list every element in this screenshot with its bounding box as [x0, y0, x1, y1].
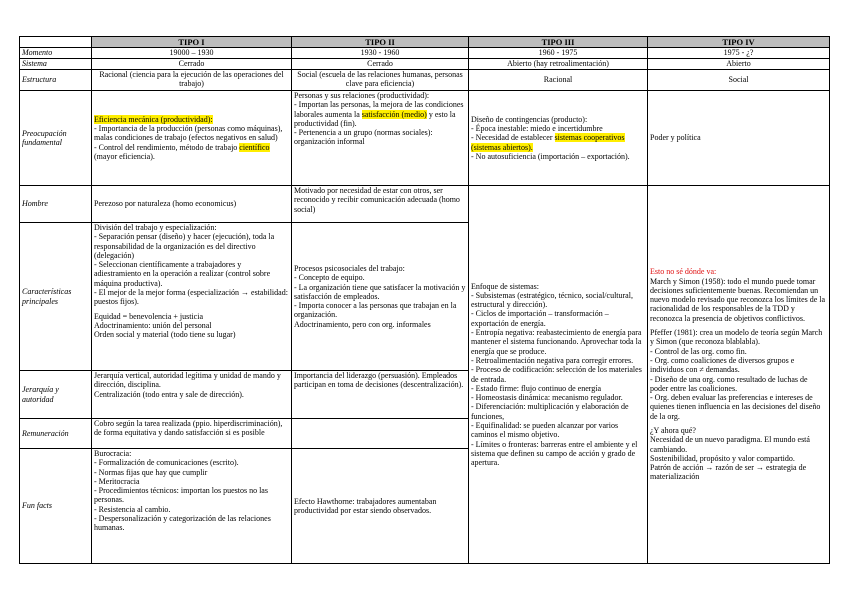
note-line-4: - Diseño de una org. como resultado de luchas de poder entre las coaliciones. — [650, 374, 808, 393]
highlight-cientifico: científico — [239, 142, 270, 152]
header-tipo-1: TIPO I — [92, 37, 292, 48]
jerarquia-tipo-1 — [92, 371, 292, 419]
note-line-2: - Control de las org. como fin. — [650, 346, 747, 356]
caract-t1-line-2: - Seleccionan científicamente a trabajadores y adiestramiento en la operación a realizar (control sobre máquina productiva). — [94, 260, 271, 288]
funfacts-t1-line-3: - Meritocracia — [94, 476, 140, 486]
estructura-tipo-2: Social (escuela de las relaciones humanas, personas clave para eficiencia) — [292, 70, 469, 91]
hombre-tipo-1: Perezoso por naturaleza (homo economicus) — [92, 186, 292, 223]
note-line-1: Pfeffer (1981): crea un modelo de teoría según March y Simon (que reconoza blablabla). — [650, 328, 823, 347]
note-tail-2: Sostenibilidad, propósito y valor compartido. — [650, 453, 795, 463]
note-line-5: - Org. deben evaluar las preferencias e intereses de quienes tienen influencia en las decisiones del diseño de la org. — [650, 393, 821, 421]
jerarquia-tipo-2: Importancia del liderazgo (persuasión). Empleados participan en toma de decisiones (descentralización). — [292, 371, 469, 419]
caracteristicas-tipo-1 — [92, 223, 292, 371]
momento-tipo-2: 1930 - 1960 — [292, 48, 469, 59]
estructura-tipo-4: Social — [648, 70, 830, 91]
caract-t1-line-4: Equidad = benevolencia + justicia — [94, 311, 203, 321]
enfoque-line-8: - Diferenciación: multiplicación y elaboración de funciones, — [471, 402, 629, 421]
preocupacion-t1-line-2b: (mayor eficiencia). — [94, 151, 155, 161]
preocupacion-t3-line-2a: - Necesidad de establecer — [471, 133, 555, 143]
highlight-sistemas-cooperativos: sistemas cooperativos (sistemas abiertos). — [471, 133, 625, 152]
caracteristicas-tipo-2 — [292, 223, 469, 371]
preocupacion-tipo-4: Poder y política — [648, 91, 830, 186]
funfacts-t1-line-6: - Despersonalización y categorización de las relaciones humanas. — [94, 514, 271, 533]
enfoque-line-1: - Subsistemas (estratégico, técnico, social/cultural, estructural y dirección). — [471, 290, 633, 310]
note-tail-3: Patrón de acción → razón de ser → estrategia de materialización — [650, 463, 807, 482]
funfacts-tipo-1 — [92, 449, 292, 564]
preocupacion-t1-line-2a: - Control del rendimiento, método de trabajo — [94, 142, 238, 152]
row-label-sistema: Sistema — [20, 59, 92, 70]
note-line-3: - Org. como coaliciones de diversos grupos e individuos con ≠ demandas. — [650, 355, 795, 375]
header-corner — [20, 37, 92, 48]
hombre-tipo-2: Motivado por necesidad de estar con otros, ser reconocido y recibir comunicación adecuada (homo social) — [292, 186, 469, 223]
caract-t2-line-2: - La organización tiene que satisfacer la motivación y satisfacción de empleados. — [294, 282, 466, 301]
funfacts-t1-line-2: - Normas fijas que hay que cumplir — [94, 467, 208, 477]
row-label-estructura: Estructura — [20, 70, 92, 91]
preocupacion-t2-line-1b: y esto la productividad (fin). — [294, 109, 456, 128]
caract-t1-line-6: Orden social y material (todo tiene su lugar) — [94, 330, 236, 340]
remuneracion-tipo-1: Cobro según la tarea realizada (ppio. hiperdiscriminación), de forma equitativa y dando satisfacción si es posible — [92, 419, 292, 449]
funfacts-tipo-2: Efecto Hawthorne: trabajadores aumentaban productividad por estar siendo observados. — [292, 449, 469, 564]
preocupacion-t2-line-2: - Pertenencia a un grupo (normas sociales): organización informal — [294, 128, 433, 147]
enfoque-line-0: Enfoque de sistemas: — [471, 281, 539, 291]
preocupacion-t3-line-1: - Época inestable: miedo e incertidumbre — [471, 124, 603, 134]
header-tipo-4: TIPO IV — [648, 37, 830, 48]
preocupacion-t1-line-1: - Importancia de la producción (personas como máquinas), malas condiciones de trabajo (efectos negativos en salud) — [94, 124, 283, 143]
sistema-tipo-1: Cerrado — [92, 59, 292, 70]
enfoque-line-6: - Estado firme: flujo continuo de energía — [471, 383, 602, 393]
caract-t1-line-3: - El mejor de la mejor forma (especialización → estabilidad: puestos fijos). — [94, 288, 288, 307]
sistema-tipo-2: Cerrado — [292, 59, 469, 70]
enfoque-line-9: - Equifinalidad: se pueden alcanzar por varios caminos el mismo objetivo. — [471, 420, 619, 440]
row-label-caracteristicas: Características principales — [20, 223, 92, 371]
note-tail-0: ¿Y ahora qué? — [650, 425, 696, 435]
row-label-preocupacion: Preocupación fundamental — [20, 91, 92, 186]
header-tipo-2: TIPO II — [292, 37, 469, 48]
preocupacion-tipo-3 — [469, 91, 648, 186]
preocupacion-t2-line-0: Personas y sus relaciones (productividad): — [294, 91, 430, 100]
enfoque-line-5: - Proceso de codificación: selección de los materiales de entrada. — [471, 365, 642, 384]
funfacts-t1-line-5: - Resistencia al cambio. — [94, 504, 171, 514]
caract-t2-line-4: Adoctrinamiento, pero con org. informales — [294, 319, 431, 329]
funfacts-t1-line-0: Burocracia: — [94, 449, 132, 458]
momento-tipo-4: 1975 - ¿? — [648, 48, 830, 59]
caract-t1-line-5: Adoctrinamiento: unión del personal — [94, 320, 212, 330]
estructura-tipo-3: Racional — [469, 70, 648, 91]
sistema-tipo-3: Abierto (hay retroalimentación) — [469, 59, 648, 70]
enfoque-line-3: - Entropía negativa: reabastecimiento de energía para mantener el sistema funcionando. Aprovechar toda la energía que se produce. — [471, 328, 642, 356]
header-tipo-3: TIPO III — [469, 37, 648, 48]
caract-t1-line-1: - Separación pensar (diseño) y hacer (ejecución), toda la responsabilidad de la organización es del directivo (delegación) — [94, 232, 275, 260]
tipo-4-notes — [648, 186, 830, 564]
row-label-funfacts: Fun facts — [20, 449, 92, 564]
enfoque-sistemas-tipo-3 — [469, 186, 648, 564]
row-label-jerarquia: Jerarquía y autoridad — [20, 371, 92, 419]
note-line-0: March y Simon (1958): todo el mundo puede tomar decisiones suficientemente buenas. Recomiendan un nuevo modelo revisado que reconozca los límites de la racionalidad de los responsables de la TDD y reconozca la presencia de objetivos conflictivos. — [650, 276, 826, 323]
caract-t2-line-0: Procesos psicosociales del trabajo: — [294, 263, 405, 273]
highlight-eficiencia: Eficiencia mecánica (productividad): — [94, 114, 213, 124]
note-red-heading: Esto no sé dónde va: — [650, 267, 717, 277]
preocupacion-tipo-2 — [292, 91, 469, 186]
momento-tipo-3: 1960 - 1975 — [469, 48, 648, 59]
enfoque-line-7: - Homeostasis dinámica: mecanismo regulador. — [471, 393, 623, 403]
enfoque-line-4: - Retroalimentación negativa para corregir errores. — [471, 355, 634, 365]
estructura-tipo-1: Racional (ciencia para la ejecución de las operaciones del trabajo) — [92, 70, 292, 91]
preocupacion-tipo-1 — [92, 91, 292, 186]
preocupacion-t3-line-0: Diseño de contingencias (producto): — [471, 114, 588, 124]
funfacts-t1-line-1: - Formalización de comunicaciones (escrito). — [94, 458, 239, 468]
jerarquia-t1-line-1: Centralización (todo entra y sale de dirección). — [94, 389, 244, 399]
momento-tipo-1: 19000 – 1930 — [92, 48, 292, 59]
preocupacion-t3-line-3: - No autosuficiencia (importación – exportación). — [471, 151, 630, 161]
comparison-table — [19, 36, 830, 564]
jerarquia-t1-line-0: Jerarquía vertical, autoridad legítima y unidad de mando y dirección, disciplina. — [94, 371, 281, 390]
row-label-hombre: Hombre — [20, 186, 92, 223]
caract-t2-line-1: - Concepto de equipo. — [294, 273, 365, 283]
row-label-momento: Momento — [20, 48, 92, 59]
row-label-remuneracion: Remuneración — [20, 419, 92, 449]
funfacts-t1-line-4: - Procedimientos técnicos: importan los puestos no las personas. — [94, 486, 268, 505]
caract-t2-line-3: - Importa conocer a las personas que trabajan en la organización. — [294, 301, 457, 320]
enfoque-line-2: - Ciclos de importación – transformación – exportación de energía. — [471, 309, 609, 328]
note-tail-1: Necesidad de un nuevo paradigma. El mundo está cambiando. — [650, 435, 810, 454]
highlight-satisfaccion: satisfacción (medio) — [361, 109, 427, 119]
caract-t1-line-0: División del trabajo y especialización: — [94, 223, 217, 232]
sistema-tipo-4: Abierto — [648, 59, 830, 70]
preocupacion-t2-line-1a: - Importan las personas, la mejora de las condiciones laborales aumenta la — [294, 100, 464, 119]
enfoque-line-10: - Límites o fronteras: barreras entre el ambiente y el sistema que definen su campo de acción y grado de apertura. — [471, 439, 638, 468]
remuneracion-tipo-2 — [292, 419, 469, 449]
